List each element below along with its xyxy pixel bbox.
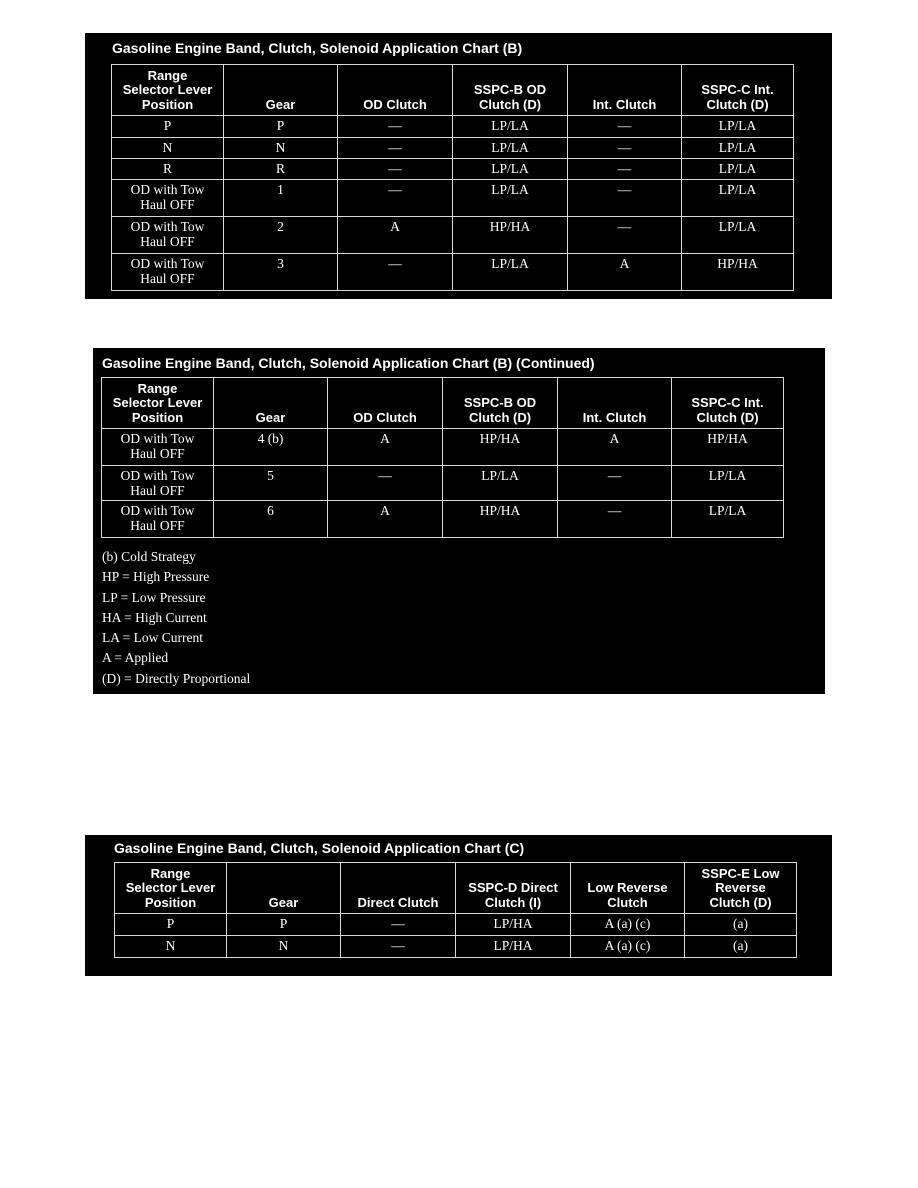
- table-row: [112, 159, 794, 180]
- table-cell: —: [338, 116, 453, 138]
- chart-c-panel: [85, 835, 832, 976]
- chart-c-col-header: Low Reverse Clutch: [571, 863, 685, 914]
- table-cell: A (a) (c): [571, 936, 685, 958]
- table-cell: LP/LA: [453, 180, 568, 217]
- chart-b-continued-col-header: Range Selector Lever Position: [102, 378, 214, 429]
- table-cell: OD with Tow Haul OFF: [112, 217, 224, 254]
- table-cell: LP/LA: [453, 159, 568, 180]
- chart-c-header-row: [115, 863, 797, 914]
- chart-b-col-header: SSPC-B OD Clutch (D): [453, 65, 568, 116]
- chart-c-title: Gasoline Engine Band, Clutch, Solenoid Application Chart (C): [114, 840, 525, 856]
- chart-b-continued-header-row: [102, 378, 784, 429]
- chart-c-col-header: Gear: [227, 863, 341, 914]
- table-cell: P: [224, 116, 338, 138]
- chart-c-col-header: Direct Clutch: [341, 863, 456, 914]
- table-cell: A: [568, 254, 682, 291]
- table-cell: LP/LA: [443, 466, 558, 501]
- chart-b-continued-title: Gasoline Engine Band, Clutch, Solenoid Application Chart (B) (Continued): [102, 355, 595, 371]
- table-cell: N: [227, 936, 341, 958]
- legend-item: (b) Cold Strategy: [102, 549, 196, 564]
- table-cell: N: [224, 138, 338, 159]
- table-cell: 6: [214, 501, 328, 538]
- table-cell: A: [328, 501, 443, 538]
- table-cell: (a): [685, 914, 797, 936]
- legend-item: (D) = Directly Proportional: [102, 670, 251, 686]
- chart-b-continued-col-header: Int. Clutch: [558, 378, 672, 429]
- table-cell: —: [558, 466, 672, 501]
- chart-b-col-header: OD Clutch: [338, 65, 453, 116]
- table-cell: OD with Tow Haul OFF: [112, 254, 224, 291]
- table-cell: HP/HA: [443, 501, 558, 538]
- chart-b-col-header: SSPC-C Int. Clutch (D): [682, 65, 794, 116]
- table-cell: LP/LA: [672, 466, 784, 501]
- chart-b-table: [111, 64, 794, 291]
- table-cell: —: [338, 254, 453, 291]
- chart-b-title: Gasoline Engine Band, Clutch, Solenoid Application Chart (B): [112, 40, 523, 56]
- chart-b-continued-panel: [93, 348, 825, 694]
- chart-b-header-row: [112, 65, 794, 116]
- table-cell: LP/LA: [453, 138, 568, 159]
- table-cell: LP/LA: [682, 116, 794, 138]
- table-cell: A: [328, 429, 443, 466]
- table-cell: LP/LA: [453, 254, 568, 291]
- table-row: [112, 138, 794, 159]
- table-cell: 1: [224, 180, 338, 217]
- chart-b-continued-col-header: Gear: [214, 378, 328, 429]
- table-cell: 5: [214, 466, 328, 501]
- chart-c-table: [114, 862, 797, 958]
- table-row: [112, 217, 794, 254]
- chart-b-continued-body: [102, 429, 784, 538]
- table-cell: A: [558, 429, 672, 466]
- chart-c-col-header: SSPC-E Low Reverse Clutch (D): [685, 863, 797, 914]
- table-cell: —: [568, 217, 682, 254]
- table-row: [115, 936, 797, 958]
- chart-b-col-header: Int. Clutch: [568, 65, 682, 116]
- chart-b-panel: [85, 33, 832, 299]
- table-cell: 4 (b): [214, 429, 328, 466]
- legend-item: HA = High Current: [102, 609, 207, 625]
- chart-c-col-header: SSPC-D Direct Clutch (I): [456, 863, 571, 914]
- table-cell: (a): [685, 936, 797, 958]
- table-cell: OD with Tow Haul OFF: [112, 180, 224, 217]
- chart-c-col-header: Range Selector Lever Position: [115, 863, 227, 914]
- legend-item: A = Applied: [102, 650, 169, 666]
- table-cell: HP/HA: [672, 429, 784, 466]
- table-row: [115, 914, 797, 936]
- legend-item: LA = Low Current: [102, 630, 203, 646]
- table-cell: —: [338, 138, 453, 159]
- chart-b-col-header: Gear: [224, 65, 338, 116]
- table-row: [112, 116, 794, 138]
- table-cell: OD with Tow Haul OFF: [102, 466, 214, 501]
- table-cell: —: [338, 159, 453, 180]
- table-cell: LP/LA: [682, 180, 794, 217]
- chart-b-body: [112, 116, 794, 291]
- chart-b-continued-col-header: OD Clutch: [328, 378, 443, 429]
- table-row: [102, 466, 784, 501]
- table-cell: A (a) (c): [571, 914, 685, 936]
- table-cell: —: [568, 138, 682, 159]
- table-cell: R: [224, 159, 338, 180]
- chart-c-body: [115, 914, 797, 958]
- table-cell: OD with Tow Haul OFF: [102, 429, 214, 466]
- legend-item: HP = High Pressure: [102, 569, 210, 585]
- chart-b-continued-col-header: SSPC-C Int. Clutch (D): [672, 378, 784, 429]
- table-cell: —: [328, 466, 443, 501]
- table-cell: —: [568, 159, 682, 180]
- table-cell: HP/HA: [443, 429, 558, 466]
- chart-b-col-header: Range Selector Lever Position: [112, 65, 224, 116]
- table-cell: 3: [224, 254, 338, 291]
- table-cell: —: [341, 914, 456, 936]
- table-cell: N: [112, 138, 224, 159]
- legend-item: LP = Low Pressure: [102, 589, 206, 605]
- chart-b-legend: [102, 547, 250, 689]
- table-cell: LP/LA: [682, 217, 794, 254]
- table-cell: LP/HA: [456, 936, 571, 958]
- table-cell: —: [338, 180, 453, 217]
- table-cell: P: [227, 914, 341, 936]
- table-cell: —: [558, 501, 672, 538]
- chart-b-continued-col-header: SSPC-B OD Clutch (D): [443, 378, 558, 429]
- table-cell: 2: [224, 217, 338, 254]
- table-row: [112, 254, 794, 291]
- table-cell: A: [338, 217, 453, 254]
- table-cell: LP/HA: [456, 914, 571, 936]
- table-row: [102, 501, 784, 538]
- table-cell: LP/LA: [672, 501, 784, 538]
- table-cell: —: [568, 116, 682, 138]
- table-cell: P: [112, 116, 224, 138]
- table-cell: LP/LA: [682, 159, 794, 180]
- table-cell: HP/HA: [682, 254, 794, 291]
- table-cell: LP/LA: [682, 138, 794, 159]
- table-cell: HP/HA: [453, 217, 568, 254]
- table-cell: —: [341, 936, 456, 958]
- table-cell: N: [115, 936, 227, 958]
- table-cell: R: [112, 159, 224, 180]
- table-cell: LP/LA: [453, 116, 568, 138]
- table-row: [102, 429, 784, 466]
- chart-b-continued-table: [101, 377, 784, 538]
- table-cell: OD with Tow Haul OFF: [102, 501, 214, 538]
- table-row: [112, 180, 794, 217]
- table-cell: —: [568, 180, 682, 217]
- table-cell: P: [115, 914, 227, 936]
